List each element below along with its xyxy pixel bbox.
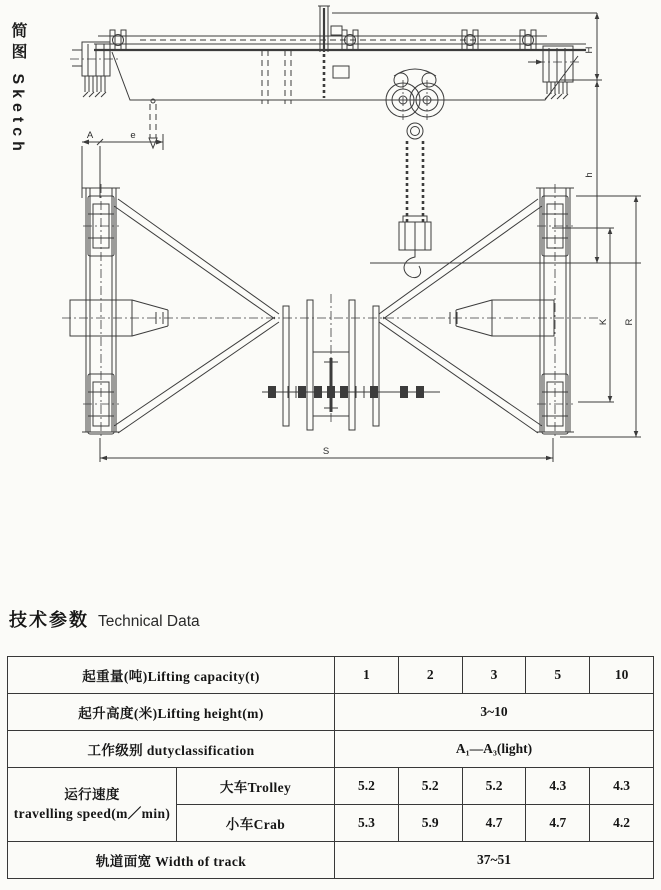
- dim-label-A: A: [86, 130, 94, 141]
- table-row: [8, 731, 654, 768]
- dim-label-R: R: [624, 318, 635, 326]
- trolley-speed-value: 5.2: [398, 768, 462, 805]
- dimension-S: [100, 438, 553, 462]
- table-row: [8, 842, 654, 879]
- trolley-speed-value: 5.2: [462, 768, 526, 805]
- technical-data-table: [7, 656, 654, 879]
- track-width-value: 37~51: [335, 842, 654, 879]
- capacity-value: 2: [398, 657, 462, 694]
- capacity-value: 3: [462, 657, 526, 694]
- duty-classification-label: 工作级别 dutyclassification: [8, 731, 335, 768]
- sketch-side-title: 简图 Sketch: [9, 22, 26, 156]
- travelling-speed-label-cn: 运行速度: [64, 787, 120, 803]
- technical-data-title-en: Technical Data: [98, 613, 200, 630]
- trolley-speed-value: 4.3: [590, 768, 654, 805]
- travelling-speed-label: [8, 768, 177, 842]
- dim-label-e: e: [130, 130, 136, 141]
- crab-speed-value: 5.3: [335, 805, 399, 842]
- technical-data-title-cn: 技术参数: [9, 610, 89, 630]
- crab-speed-value: 4.7: [462, 805, 526, 842]
- capacity-value: 5: [526, 657, 590, 694]
- travelling-speed-label-en: travelling speed(m／min): [13, 805, 171, 821]
- dim-label-K: K: [598, 318, 609, 326]
- lifting-capacity-label: 起重量(吨)Lifting capacity(t): [8, 657, 335, 694]
- plan-view: [62, 184, 600, 436]
- trolley-speed-value: 5.2: [335, 768, 399, 805]
- table-row: [8, 768, 654, 805]
- crab-speed-value: 4.2: [590, 805, 654, 842]
- dimension-A-e: [82, 99, 163, 198]
- dim-label-H: H: [584, 46, 595, 54]
- lifting-height-label: 起升高度(米)Lifting height(m): [8, 694, 335, 731]
- crab-speed-value: 4.7: [526, 805, 590, 842]
- lifting-height-value: 3~10: [335, 694, 654, 731]
- trolley-speed-value: 4.3: [526, 768, 590, 805]
- track-width-label: 轨道面宽 Width of track: [8, 842, 335, 879]
- trolley-speed-label: 大车Trolley: [177, 768, 335, 805]
- duty-classification-value: A₁—A₃(light): [335, 731, 654, 768]
- elevation-view: [70, 6, 597, 104]
- dim-label-S: S: [322, 446, 330, 457]
- crab-speed-label: 小车Crab: [177, 805, 335, 842]
- capacity-value: 1: [335, 657, 399, 694]
- table-row: [8, 694, 654, 731]
- technical-data-heading: [9, 606, 200, 632]
- table-row: [8, 657, 654, 694]
- crab-speed-value: 5.9: [398, 805, 462, 842]
- dim-label-h: h: [584, 172, 595, 178]
- capacity-value: 10: [590, 657, 654, 694]
